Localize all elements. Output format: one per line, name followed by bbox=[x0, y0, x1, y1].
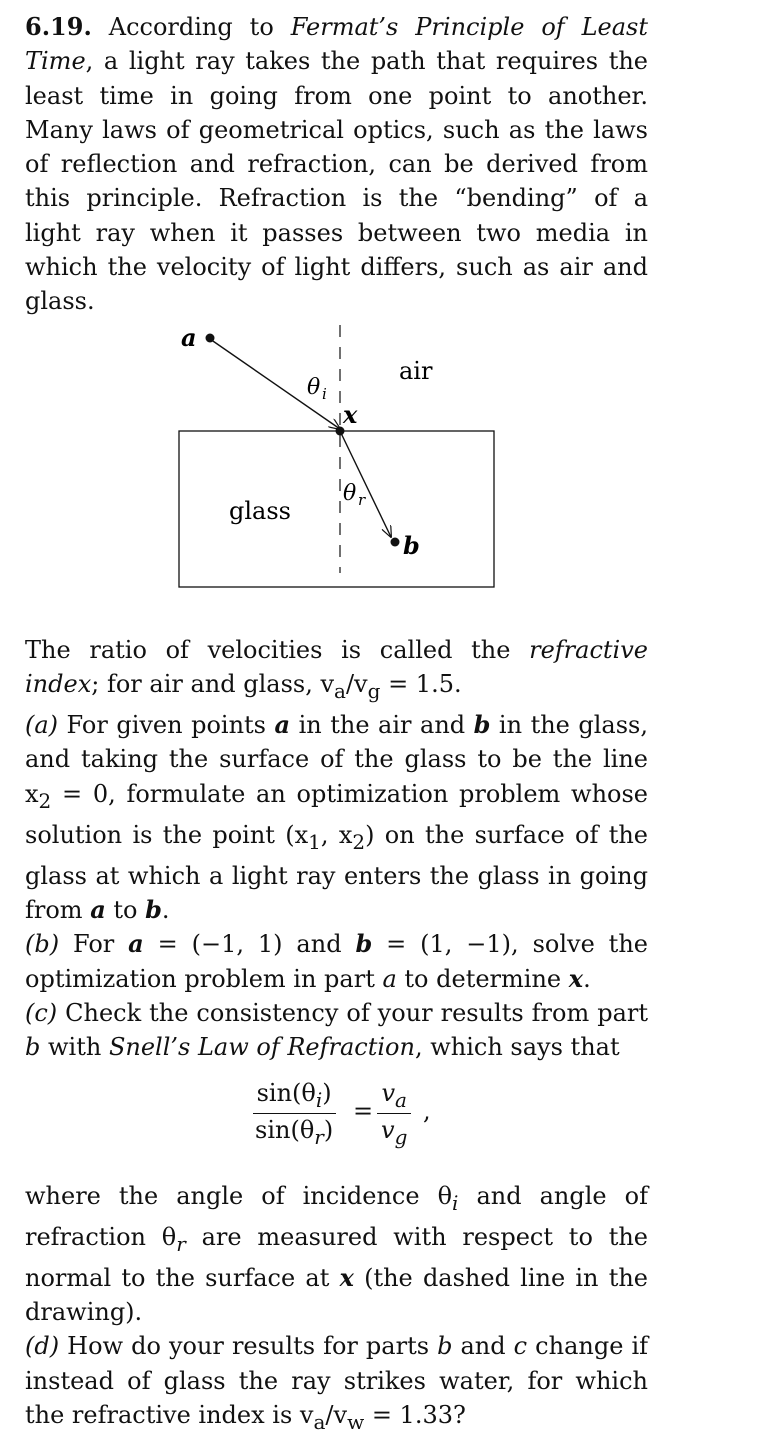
part-b: (b) For a = (−1, 1) and b = (1, −1), solve the optimization problem in part a to determine x. bbox=[25, 929, 648, 993]
label-x: x bbox=[343, 399, 358, 429]
problem-number: 6.19. bbox=[25, 12, 92, 41]
problem-page bbox=[25, 10, 648, 1439]
point-b-dot bbox=[391, 537, 400, 546]
angle-definition: where the angle of incidence $\theta_i$ and angle of refraction $\theta_r$ are measured with respect to the normal to the surface at x (the dashed line in the drawing). bbox=[25, 1181, 648, 1327]
refraction-diagram bbox=[25, 323, 648, 633]
label-theta-r-sub: r bbox=[358, 490, 366, 509]
label-glass: glass bbox=[229, 496, 291, 525]
part-c: (c) Check the consistency of your results from part b with Snell’s Law of Refraction, which says that bbox=[25, 999, 648, 1062]
part-b-label: (b) bbox=[25, 930, 60, 959]
refraction-figure bbox=[25, 323, 648, 633]
formula-rhs-fraction: $\frac{v_a}{v_g}$ bbox=[377, 1079, 411, 1150]
part-d-label: (d) bbox=[25, 1332, 60, 1361]
label-b: b bbox=[403, 530, 420, 560]
refractive-index-paragraph: The ratio of velocities is called the refractive index; for air and glass, $v_a/v_g = 1.5$. bbox=[25, 635, 648, 703]
formula-equals: = bbox=[353, 1096, 374, 1125]
point-a-dot bbox=[206, 333, 215, 342]
part-a: (a) For given points a in the air and b in the glass, and taking the surface of the glass to be the line $x_2 = 0$, formulate an optimization problem whose solution is the point ($x_1$, $x_2$) on the surface of the glass at which a light ray enters the glass in going from a to b. bbox=[25, 710, 648, 925]
label-theta-r: θ bbox=[343, 480, 357, 506]
label-a: a bbox=[181, 322, 197, 352]
part-d: (d) How do your results for parts b and c change if instead of glass the ray strikes water, for which the refractive index is $v_a/v_w = 1.33$? bbox=[25, 1332, 649, 1434]
label-theta-i-sub: i bbox=[322, 384, 327, 403]
part-c-label: (c) bbox=[25, 999, 58, 1028]
snells-law-formula bbox=[25, 1077, 648, 1173]
label-theta-i: θ bbox=[307, 374, 321, 400]
formula-comma: , bbox=[423, 1096, 431, 1125]
part-a-label: (a) bbox=[25, 711, 59, 740]
problem-intro: 6.19. According to Fermat’s Principle of Least Time, a light ray takes the path that requires the least time in going from one point to another. Many laws of geometrical optics, such as the laws of reflection and refraction, can be derived from this principle. Refraction is the “bending” of a light ray when it passes between two media in which the velocity of light differs, such as air and glass. bbox=[25, 12, 648, 316]
fermat-principle-term: Fermat’s Principle of Least Time bbox=[25, 13, 648, 76]
refractive-index-term: refractive index bbox=[25, 635, 648, 698]
snells-law-term: Snell’s Law of Refraction bbox=[108, 1033, 415, 1062]
glass-box bbox=[179, 431, 494, 587]
label-air: air bbox=[399, 356, 433, 385]
formula-lhs-fraction: $\frac{\sin(\theta_i)}{\sin(\theta_r)}$ bbox=[251, 1079, 337, 1150]
incident-ray bbox=[210, 339, 340, 429]
